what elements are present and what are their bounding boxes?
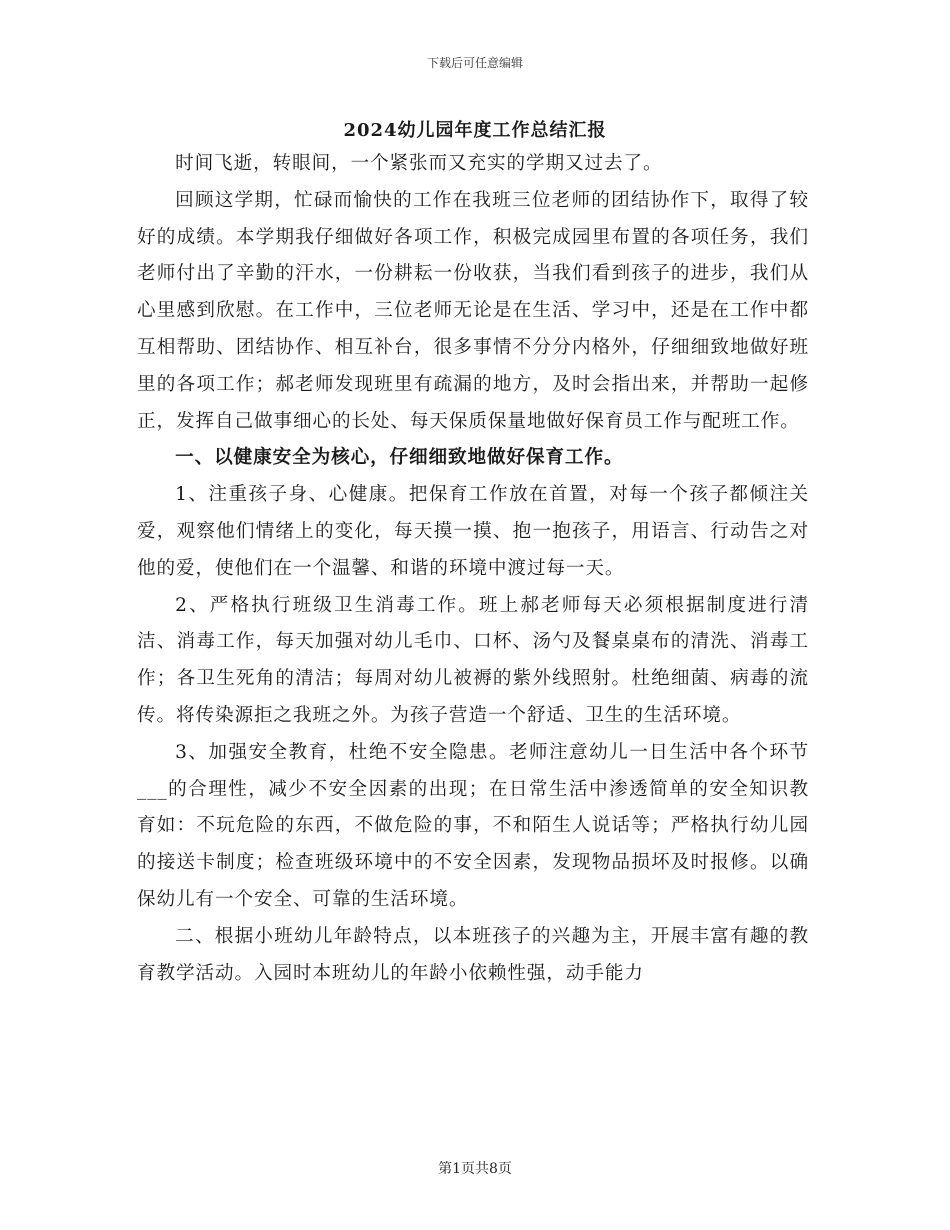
page-number: 第1页共8页: [438, 1161, 512, 1177]
paragraph-item-2: 2、严格执行班级卫生消毒工作。班上郝老师每天必须根据制度进行清洁、消毒工作，每天加强对幼儿毛巾、口杯、汤勺及餐桌桌布的清洗、消毒工作；各卫生死角的清洁；每周对幼儿被褥的紫外线照射。杜绝细菌、病毒的流传。将传染源拒之我班之外。为孩子营造一个舒适、卫生的生活环境。: [137, 594, 809, 726]
header-note: 下载后可任意编辑: [426, 56, 523, 70]
paragraph-item-1: 1、注重孩子身、心健康。把保育工作放在首置，对每一个孩子都倾注关爱，观察他们情绪上的变化，每天摸一摸、抱一抱孩子，用语言、行动告之对他的爱，使他们在一个温馨、和谐的环境中渡过每一天。: [137, 484, 809, 579]
paragraph-section-2: 二、根据小班幼儿年龄特点，以本班孩子的兴趣为主，开展丰富有趣的教育教学活动。入园时本班幼儿的年龄小依赖性强，动手能力: [137, 925, 809, 984]
document-title: 2024幼儿园年度工作总结汇报: [343, 120, 607, 141]
document-body: [137, 146, 809, 992]
paragraph-item-3: 3、加强安全教育，杜绝不安全隐患。老师注意幼儿一日生活中各个环节___的合理性，减少不安全因素的出现；在日常生活中渗透简单的安全知识教育如：不玩危险的东西，不做危险的事，不和陌生人说话等；严格执行幼儿园的接送卡制度；检查班级环境中的不安全因素，发现物品损坏及时报修。以确保幼儿有一个安全、可靠的生活环境。: [137, 741, 809, 910]
paragraph-review: 回顾这学期，忙碌而愉快的工作在我班三位老师的团结协作下，取得了较好的成绩。本学期我仔细做好各项工作，积极完成园里布置的各项任务，我们老师付出了辛勤的汗水，一份耕耘一份收获，当我们看到孩子的进步，我们从心里感到欣慰。在工作中，三位老师无论是在生活、学习中，还是在工作中都互相帮助、团结协作、相互补台，很多事情不分分内格外，仔细细致地做好班里的各项工作；郝老师发现班里有疏漏的地方，及时会指出来，并帮助一起修正，发挥自己做事细心的长处、每天保质保量地做好保育员工作与配班工作。: [137, 189, 809, 432]
section-heading-1: 一、以健康安全为核心，仔细细致地做好保育工作。: [175, 447, 624, 469]
paragraph-intro: 时间飞逝，转眼间，一个紧张而又充实的学期又过去了。: [175, 153, 663, 174]
